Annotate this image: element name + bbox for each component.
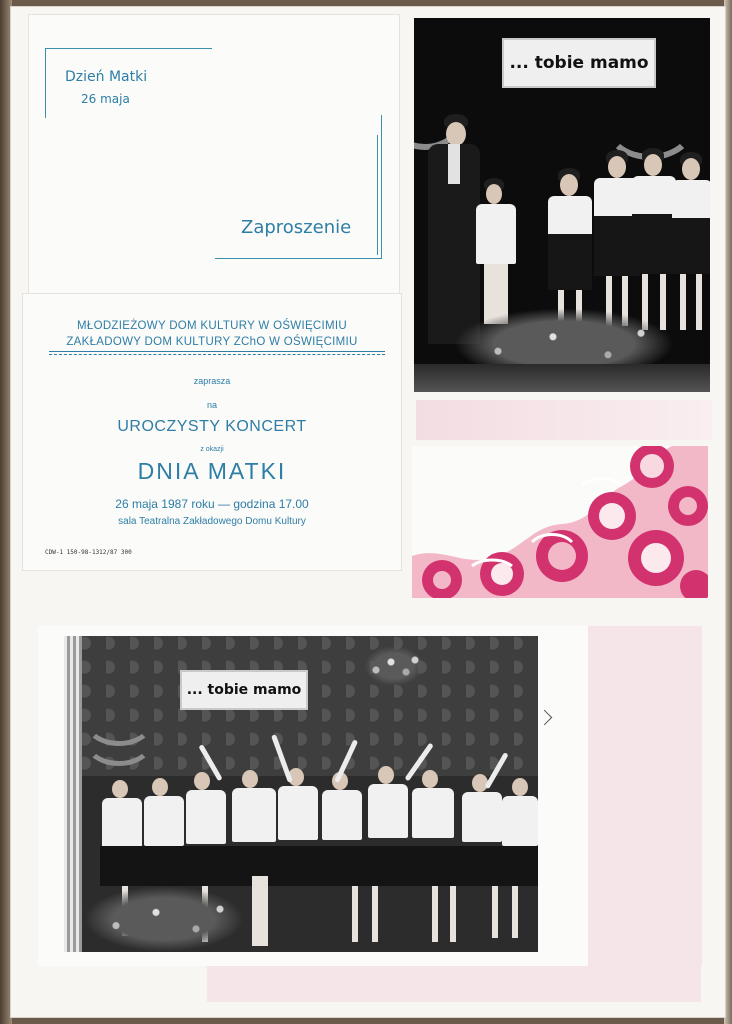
stage-banner: ... tobie mamo [182,672,306,708]
concert-photo-top [414,18,710,392]
cover-heading: Dzień Matki [65,69,148,85]
event-title: UROCZYSTY KONCERT [117,418,307,435]
flower-bouquet [84,886,244,952]
event-datetime: 26 maja 1987 roku — godzina 17.00 [115,497,309,511]
stage-banner: ... tobie mamo [504,40,654,86]
cover-frame-line [215,258,381,260]
divider [49,354,385,355]
print-code: CDW-1 150-98-1312/87 300 [45,549,132,556]
event-venue: sala Teatralna Zakładowego Domu Kultury [118,516,306,527]
invitation-cover-card [28,14,400,294]
concert-photo-bottom [64,636,538,952]
stage-decoration [84,716,154,766]
occasion-prefix: z okazji [200,446,224,453]
cover-frame-line [377,135,379,255]
invitation-text-card [22,293,402,571]
flower-bouquet [364,646,424,686]
swirl-pattern [412,446,708,598]
to-text: na [206,400,217,410]
organizer-line-2: ZAKŁADOWY DOM KULTURY ZChO W OŚWIĘCIMIU [66,336,358,348]
decorative-pattern-card [412,446,708,598]
divider [49,351,385,352]
cover-title: Zaproszenie [241,217,352,238]
pink-mount-strip [207,966,701,1002]
stage-curtain [64,636,82,952]
cover-frame-line [381,115,383,259]
stage-floor [414,364,710,392]
cover-frame-line [45,48,47,118]
pink-mount-strip [416,400,712,440]
cover-date: 26 maja [81,92,130,106]
invites-text: zaprasza [193,376,231,386]
pink-mount-panel [588,626,702,966]
occasion-title: DNIA MATKI [137,458,287,484]
organizer-line-1: MŁODZIEŻOWY DOM KULTURY W OŚWIĘCIMIU [77,320,347,332]
cover-frame-line [45,48,212,50]
